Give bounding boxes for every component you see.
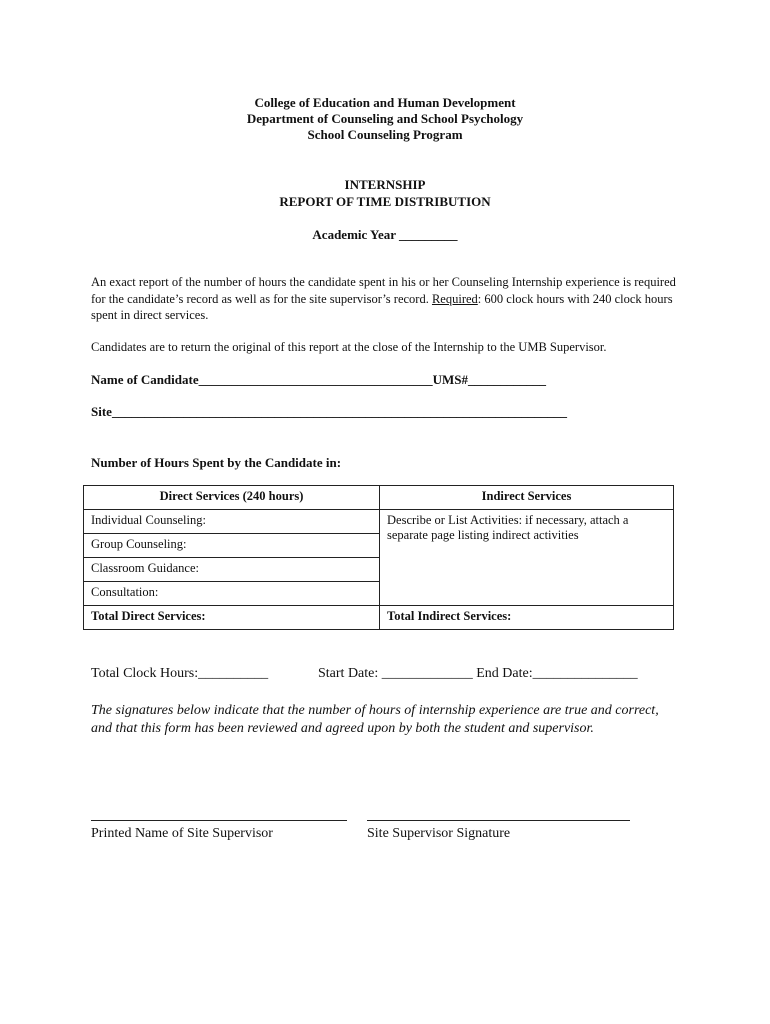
form-title xyxy=(0,176,770,210)
site-field[interactable]: Site______________________________________________________________________ xyxy=(91,404,567,419)
candidate-name-field[interactable]: Name of Candidate____________________________________UMS#____________ xyxy=(91,372,546,387)
signature-label: Site Supervisor Signature xyxy=(367,826,511,841)
total-direct-services-cell[interactable]: Total Direct Services: xyxy=(84,606,380,630)
direct-services-header: Direct Services (240 hours) xyxy=(84,486,380,510)
total-clock-hours-field[interactable]: Total Clock Hours:__________ xyxy=(91,666,269,681)
classroom-guidance-cell[interactable]: Classroom Guidance: xyxy=(84,558,380,582)
department-name: Department of Counseling and School Psychology xyxy=(246,111,524,126)
signature-line[interactable] xyxy=(367,820,630,821)
printed-name-line[interactable] xyxy=(91,820,347,821)
intro-text-1: An exact report of the number of hours the candidate spent in his or her Counseling Internship experience is required for the candidate’s record as well as for the site supervisor’s record. xyxy=(91,275,676,306)
college-name: College of Education and Human Development xyxy=(254,95,516,110)
program-name: School Counseling Program xyxy=(307,127,463,142)
intro-text-2: : 600 clock hours with 240 clock hours spent in direct services. xyxy=(91,291,673,322)
hours-table xyxy=(83,485,674,630)
consultation-cell[interactable]: Consultation: xyxy=(84,582,380,606)
title-line-1: INTERNSHIP xyxy=(344,177,426,192)
indirect-services-header: Indirect Services xyxy=(380,486,674,510)
table-total-row xyxy=(84,606,674,630)
return-note: Candidates are to return the original of this report at the close of the Internship to the UMB Supervisor. xyxy=(91,340,607,354)
title-line-2: REPORT OF TIME DISTRIBUTION xyxy=(279,194,491,209)
table-header-row xyxy=(84,486,674,510)
intro-paragraph xyxy=(91,274,691,324)
institution-header xyxy=(0,95,770,143)
academic-year-field[interactable]: Academic Year _________ xyxy=(312,227,458,242)
total-indirect-services-cell[interactable]: Total Indirect Services: xyxy=(380,606,674,630)
signature-statement: The signatures below indicate that the number of hours of internship experience are true and correct, and that this form has been reviewed and agreed upon by both the student and supervisor. xyxy=(91,703,659,736)
individual-counseling-cell[interactable]: Individual Counseling: xyxy=(84,510,380,534)
hours-section-title: Number of Hours Spent by the Candidate in: xyxy=(91,455,342,470)
printed-name-label: Printed Name of Site Supervisor xyxy=(91,826,273,841)
required-label: Required xyxy=(431,291,478,306)
table-row xyxy=(84,510,674,534)
indirect-activities-cell[interactable]: Describe or List Activities: if necessary, attach a separate page listing indirect activities xyxy=(380,510,674,606)
group-counseling-cell[interactable]: Group Counseling: xyxy=(84,534,380,558)
start-end-date-field[interactable]: Start Date: _____________ End Date:_______________ xyxy=(318,666,638,681)
